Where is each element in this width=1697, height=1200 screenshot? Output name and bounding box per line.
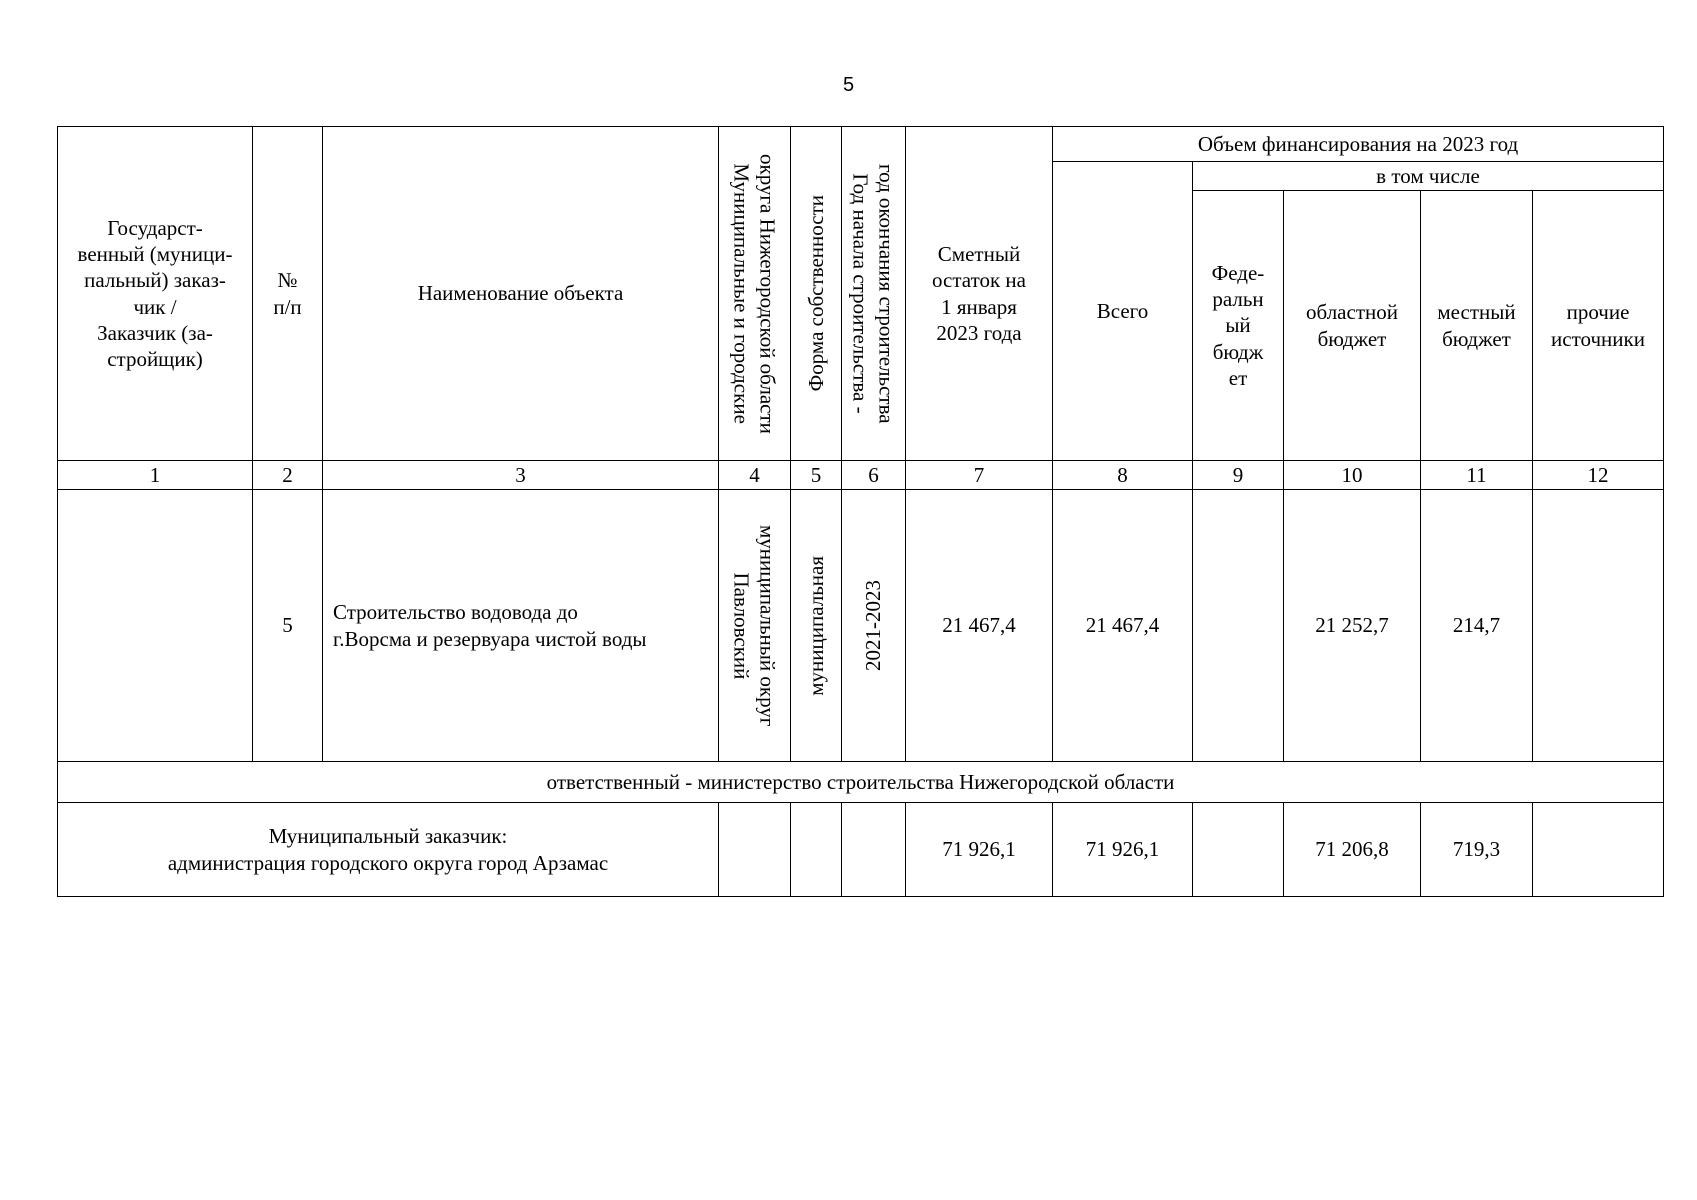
row-local: 214,7 <box>1421 490 1533 762</box>
column-number: 12 <box>1533 461 1664 490</box>
row-other <box>1533 490 1664 762</box>
column-number: 4 <box>719 461 791 490</box>
row-estimated-balance: 21 467,4 <box>906 490 1053 762</box>
summary-total: 71 926,1 <box>1053 803 1193 897</box>
header-federal: Феде- ральн ый бюдж ет <box>1193 191 1284 461</box>
summary-estimated-balance: 71 926,1 <box>906 803 1053 897</box>
row-district: Павловский муниципальный округ <box>719 490 791 762</box>
header-local: местный бюджет <box>1421 191 1533 461</box>
column-numbers-row <box>58 461 1664 490</box>
header-total: Всего <box>1053 162 1193 461</box>
header-years: Год начала строительства - год окончания строительства <box>842 127 906 461</box>
summary-years <box>842 803 906 897</box>
column-number: 7 <box>906 461 1053 490</box>
column-number: 1 <box>58 461 253 490</box>
column-number: 11 <box>1421 461 1533 490</box>
row-ownership: муниципальная <box>791 490 842 762</box>
header-including: в том числе <box>1193 162 1664 191</box>
header-regional: областной бюджет <box>1284 191 1421 461</box>
summary-ownership <box>791 803 842 897</box>
summary-district <box>719 803 791 897</box>
financing-table <box>57 126 1664 897</box>
responsible-text: ответственный - министерство строительства Нижегородской области <box>58 762 1664 803</box>
summary-other <box>1533 803 1664 897</box>
header-object-name: Наименование объекта <box>323 127 719 461</box>
summary-local: 719,3 <box>1421 803 1533 897</box>
summary-row <box>58 803 1664 897</box>
column-number: 5 <box>791 461 842 490</box>
row-object-name: Строительство водовода до г.Ворсма и резервуара чистой воды <box>323 490 719 762</box>
header-row-1 <box>58 127 1664 162</box>
row-number: 5 <box>253 490 323 762</box>
column-number: 9 <box>1193 461 1284 490</box>
column-number: 2 <box>253 461 323 490</box>
header-row-number: № п/п <box>253 127 323 461</box>
summary-regional: 71 206,8 <box>1284 803 1421 897</box>
header-other: прочие источники <box>1533 191 1664 461</box>
page-number: 5 <box>842 74 855 96</box>
row-years: 2021-2023 <box>842 490 906 762</box>
summary-federal <box>1193 803 1284 897</box>
table-row <box>58 490 1664 762</box>
column-number: 3 <box>323 461 719 490</box>
header-district: Муниципальные и городские округа Нижегородской области <box>719 127 791 461</box>
row-customer <box>58 490 253 762</box>
header-customer: Государст- венный (муници- пальный) заказ- чик / Заказчик (за- стройщик) <box>58 127 253 461</box>
summary-label: Муниципальный заказчик: администрация городского округа город Арзамас <box>58 803 719 897</box>
header-ownership: Форма собственности <box>791 127 842 461</box>
responsible-row <box>58 762 1664 803</box>
column-number: 6 <box>842 461 906 490</box>
column-number: 10 <box>1284 461 1421 490</box>
row-total: 21 467,4 <box>1053 490 1193 762</box>
row-regional: 21 252,7 <box>1284 490 1421 762</box>
column-number: 8 <box>1053 461 1193 490</box>
row-federal <box>1193 490 1284 762</box>
header-estimated-balance: Сметный остаток на 1 января 2023 года <box>906 127 1053 461</box>
header-funding-group: Объем финансирования на 2023 год <box>1053 127 1664 162</box>
